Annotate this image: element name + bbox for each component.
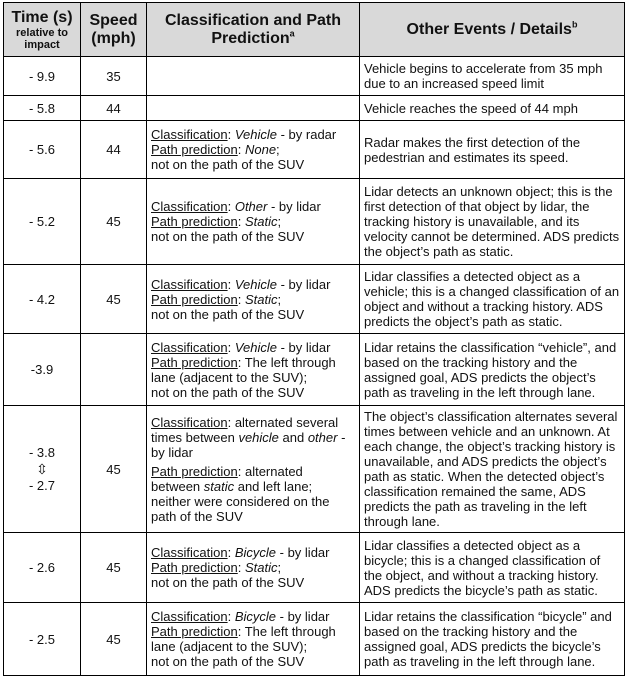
- table-row: [4, 179, 625, 265]
- table-row: [4, 57, 625, 96]
- classification-cell: Classification: Bicycle - by lidar Path prediction: The left through lane (adjacent to the SUV); not on the path of the SUV: [147, 603, 360, 676]
- classification-cell: Classification: Vehicle - by lidar Path prediction: Static; not on the path of the SUV: [147, 265, 360, 334]
- classification-cell: [147, 57, 360, 96]
- detail-cell: Lidar classifies a detected object as a bicycle; this is a changed classification of the object, and without a tracking history. ADS predicts the bicycle’s path as static.: [360, 533, 625, 603]
- time-cell: - 2.5: [4, 603, 81, 676]
- classification-cell: Classification: Other - by lidar Path prediction: Static; not on the path of the SUV: [147, 179, 360, 265]
- time-cell: - 5.2: [4, 179, 81, 265]
- classification-cell: Classification: Vehicle - by lidar Path prediction: The left through lane (adjacent to the SUV); not on the path of the SUV: [147, 334, 360, 406]
- time-cell: - 4.2: [4, 265, 81, 334]
- other-events-header: Other Events / Details$^b$: [360, 3, 625, 57]
- time-cell: - 2.6: [4, 533, 81, 603]
- classification-cell: Classification: alternated several times between vehicle and other - by lidar Path prediction: alternated between static and left lane; neither were considered on the path of the SUV: [147, 406, 360, 533]
- table-row: [4, 406, 625, 533]
- detail-cell: Lidar retains the classification “vehicle”, and based on the tracking history and the assigned goal, ADS predicts the object’s path as traveling in the left through lane.: [360, 334, 625, 406]
- table-row: [4, 96, 625, 121]
- time-range-cell: - 3.8 ⇳ - 2.7: [4, 406, 81, 533]
- time-cell: - 5.6: [4, 121, 81, 179]
- speed-cell: 45: [81, 533, 147, 603]
- detail-cell: Radar makes the first detection of the pedestrian and estimates its speed.: [360, 121, 625, 179]
- detail-cell: Vehicle begins to accelerate from 35 mph due to an increased speed limit: [360, 57, 625, 96]
- table-row: [4, 265, 625, 334]
- speed-cell: [81, 334, 147, 406]
- classification-cell: [147, 96, 360, 121]
- speed-cell: 45: [81, 603, 147, 676]
- detail-cell: Lidar classifies a detected object as a vehicle; this is a changed classification of an object and without a tracking history. ADS predicts the object’s path as static.: [360, 265, 625, 334]
- detail-cell: Lidar retains the classification “bicycle” and based on the tracking history and the assigned goal, ADS predicts the bicycle’s path as traveling in the left through lane.: [360, 603, 625, 676]
- speed-cell: 35: [81, 57, 147, 96]
- detail-cell: Vehicle reaches the speed of 44 mph: [360, 96, 625, 121]
- speed-cell: 45: [81, 265, 147, 334]
- time-header: Time (s) relative to impact: [4, 3, 81, 57]
- speed-cell: 45: [81, 179, 147, 265]
- time-cell: - 9.9: [4, 57, 81, 96]
- table-row: [4, 533, 625, 603]
- classification-cell: Classification: Bicycle - by lidar Path prediction: Static; not on the path of the SUV: [147, 533, 360, 603]
- speed-header: Speed (mph): [81, 3, 147, 57]
- speed-cell: 45: [81, 406, 147, 533]
- classification-header: Classification and Path Prediction$^a$: [147, 3, 360, 57]
- table-row: [4, 334, 625, 406]
- classification-cell: Classification: Vehicle - by radar Path prediction: None; not on the path of the SUV: [147, 121, 360, 179]
- speed-cell: 44: [81, 121, 147, 179]
- table-row: [4, 121, 625, 179]
- up-down-arrow-icon: ⇳: [36, 461, 48, 477]
- time-cell: -3.9: [4, 334, 81, 406]
- events-table: [3, 2, 625, 676]
- detail-cell: Lidar detects an unknown object; this is the first detection of that object by lidar, the tracking history is unavailable, and its velocity cannot be determined. ADS predicts the object’s path as static.: [360, 179, 625, 265]
- speed-cell: 44: [81, 96, 147, 121]
- time-cell: - 5.8: [4, 96, 81, 121]
- table-row: [4, 603, 625, 676]
- detail-cell: The object’s classification alternates several times between vehicle and an unknown. At each change, the object’s tracking history is unavailable, and ADS predicts the object’s path as static. When the detected object’s classification remained the same, ADS predicts the path as traveling in the left through lane.: [360, 406, 625, 533]
- header-row: [4, 3, 625, 57]
